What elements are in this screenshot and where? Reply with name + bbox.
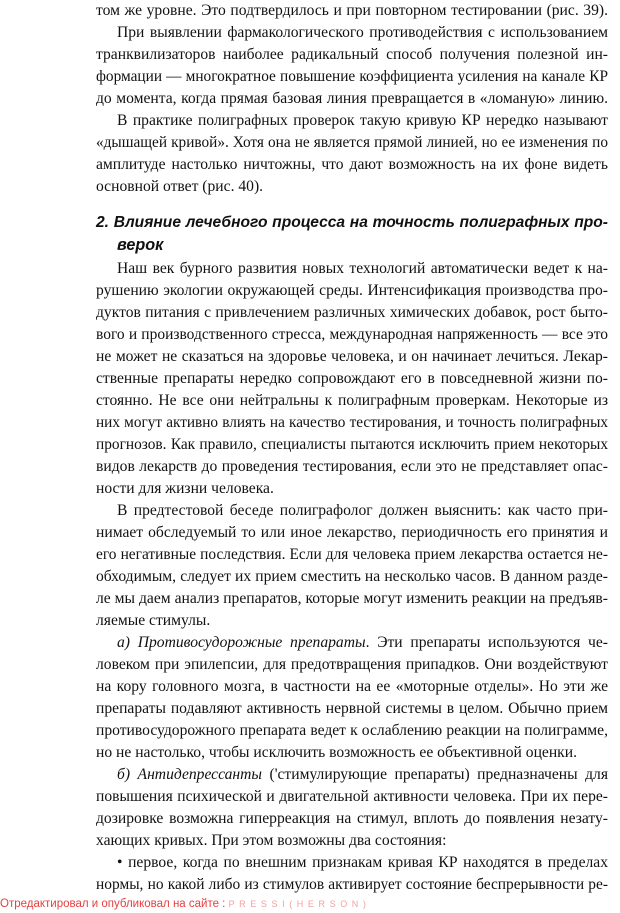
- text-line: амплитуде настолько ничтожны, что дают возможность на их фоне видеть: [96, 156, 608, 173]
- text-line: них могут активно влиять на качество тестирования, и точность полиграфных: [96, 414, 608, 431]
- text-line: обходимым, следует их прием сместить на несколько часов. В данном разде-: [96, 568, 608, 585]
- text-line: В предтестовой беседе полиграфолог должен выяснить: как часто при-: [117, 502, 608, 519]
- text-line: стоянно. Не все они нейтральны к полиграфным проверкам. Некоторые из: [96, 392, 608, 409]
- text-line: ловеком при эпилепсии, для предотвращения припадков. Они воздействуют: [96, 656, 608, 673]
- text-line: видов лекарств до проведения тестирования, если это не представляет опас-: [96, 458, 608, 475]
- text-line: основной ответ (рис. 40).: [96, 178, 264, 195]
- text-line: «дышащей кривой». Хотя она не является прямой линией, но ее изменения по: [96, 134, 608, 151]
- text-line: При выявлении фармакологического противодействия с использованием: [117, 24, 608, 41]
- text-line: повышения психической и двигательной активности человека. При их пере-: [96, 788, 608, 805]
- term-antidepressants: б) Антидепрессанты: [117, 766, 262, 783]
- text-line: В практике полиграфных проверок такую кривую КР нередко называют: [117, 112, 608, 129]
- text-line: ляемые стимулы.: [96, 612, 211, 629]
- text-run: ('стимулирующие препараты) предназначены для: [261, 766, 609, 783]
- text-line: на кору головного мозга, в частности на ее «моторные отделы». Но эти же: [96, 678, 608, 695]
- section-heading: 2. Влияние лечебного процесса на точность полиграфных про-: [96, 214, 608, 231]
- footer-text: Отредактировал и опубликовал на сайте :: [0, 898, 229, 910]
- text-line: том же уровне. Это подтвердилось и при повторном тестировании (рис. 39).: [96, 2, 608, 19]
- text-line: но не настолько, чтобы исключить возможность ее объективной оценки.: [96, 744, 578, 761]
- text-line: хающих кривых. При этом возможны два состояния:: [96, 832, 447, 849]
- text-line: не может не сказаться на здоровье человека, и он начинает лечиться. Лекар-: [96, 348, 608, 365]
- text-line: прогнозов. Как правило, специалисты пытаются исключить прием некоторых: [96, 436, 608, 453]
- text-line: ности для жизни человека.: [96, 480, 274, 497]
- text-line: препараты подавляют активность нервной системы в целом. Обычно прием: [96, 700, 608, 717]
- text-line: [117, 632, 608, 654]
- text-run: . Эти препараты используются че-: [365, 634, 609, 651]
- text-line: транквилизаторов наиболее радикальный способ получения полезной ин-: [96, 46, 608, 63]
- text-line: нормы, но какой либо из стимулов активирует состояние беспрерывности ре-: [96, 876, 608, 893]
- text-line: ле мы даем анализ препаратов, которые могут изменить реакции на предъяв-: [96, 590, 608, 607]
- text-line: дуктов питания с привлечением различных химических добавок, рост быто-: [96, 304, 608, 321]
- text-line: рушению экологии окружающей среды. Интенсификация производства про-: [96, 282, 608, 299]
- section-heading-continued: верок: [117, 236, 164, 254]
- term-anticonvulsants: а) Противосудорожные препараты: [117, 634, 366, 651]
- text-line: формации — многократное повышение коэффициента усиления на канале КР: [96, 68, 608, 85]
- footer-credit: [0, 896, 371, 913]
- text-line: Наш век бурного развития новых технологий автоматически ведет к на-: [117, 260, 608, 277]
- footer-site-name[interactable]: PRESSI(HERSON): [228, 899, 371, 909]
- text-line: его негативные последствия. Если для человека прием лекарства остается не-: [96, 546, 608, 563]
- text-line: нимает обследуемый то или иное лекарство, периодичность его принятия и: [96, 524, 608, 541]
- text-line: дозировке возможна гиперреакция на стимул, вплоть до появления незату-: [96, 810, 608, 827]
- text-line: вого и производственного стресса, международная напряженность — все это: [96, 326, 608, 343]
- text-line: ственные препараты нередко сопровождают его в повседневной жизни по-: [96, 370, 608, 387]
- text-line: противосудорожного препарата ведет к ослаблению реакции на полиграмме,: [96, 722, 608, 739]
- text-line: [117, 764, 608, 786]
- bullet-item: • первое, когда по внешним признакам кривая КР находятся в пределах: [117, 854, 608, 871]
- text-line: до момента, когда прямая базовая линия превращается в «ломаную» линию.: [96, 90, 608, 107]
